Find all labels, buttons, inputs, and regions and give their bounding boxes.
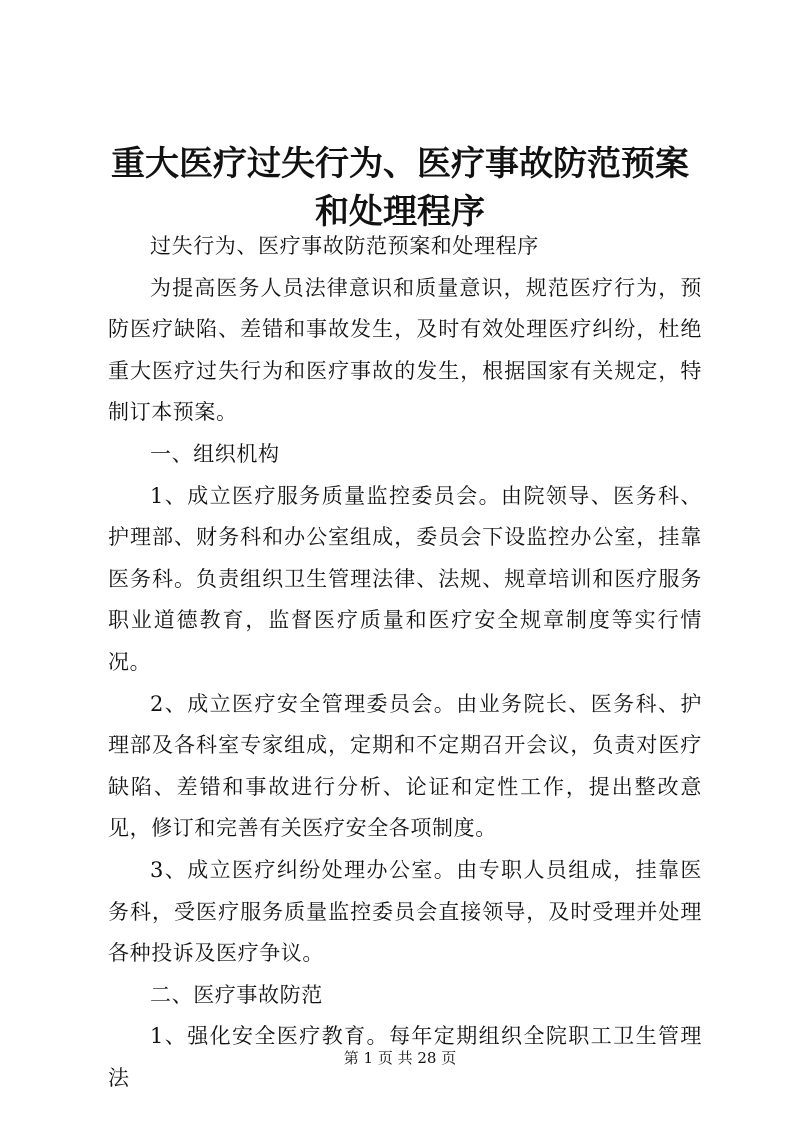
document-title: 重大医疗过失行为、医疗事故防范预案和处理程序 xyxy=(111,144,689,232)
intro-paragraph: 为提高医务人员法律意识和质量意识，规范医疗行为，预防医疗缺陷、差错和事故发生，及时有效处理医疗纠纷，杜绝重大医疗过失行为和医疗事故的发生，根据国家有关规定，特制订本预案。 xyxy=(108,275,702,425)
section-heading-organization: 一、组织机构 xyxy=(150,441,280,466)
paragraph-item-3: 3、成立医疗纠纷处理办公室。由专职人员组成，挂靠医务科，受医疗服务质量监控委员会直接领导，及时受理并处理各种投诉及医疗争议。 xyxy=(108,857,702,966)
paragraph-item-1: 1、成立医疗服务质量监控委员会。由院领导、医务科、护理部、财务科和办公室组成，委员会下设监控办公室，挂靠医务科。负责组织卫生管理法律、法规、规章培训和医疗服务职业道德教育，监督医疗质量和医疗安全规章制度等实行情况。 xyxy=(108,483,702,674)
page-footer: 第 1 页 共 28 页 xyxy=(343,1049,457,1067)
section-heading-prevention: 二、医疗事故防范 xyxy=(150,982,323,1007)
document-body xyxy=(108,226,702,1099)
paragraph-item-2: 2、成立医疗安全管理委员会。由业务院长、医务科、护理部及各科室专家组成，定期和不定期召开会议，负责对医疗缺陷、差错和事故进行分析、论证和定性工作，提出整改意见，修订和完善有关医疗安全各项制度。 xyxy=(108,691,702,841)
subtitle-paragraph: 过失行为、医疗事故防范预案和处理程序 xyxy=(150,234,539,258)
paragraph-prevention-1: 1、强化安全医疗教育。每年定期组织全院职工卫生管理法 xyxy=(108,1024,702,1090)
